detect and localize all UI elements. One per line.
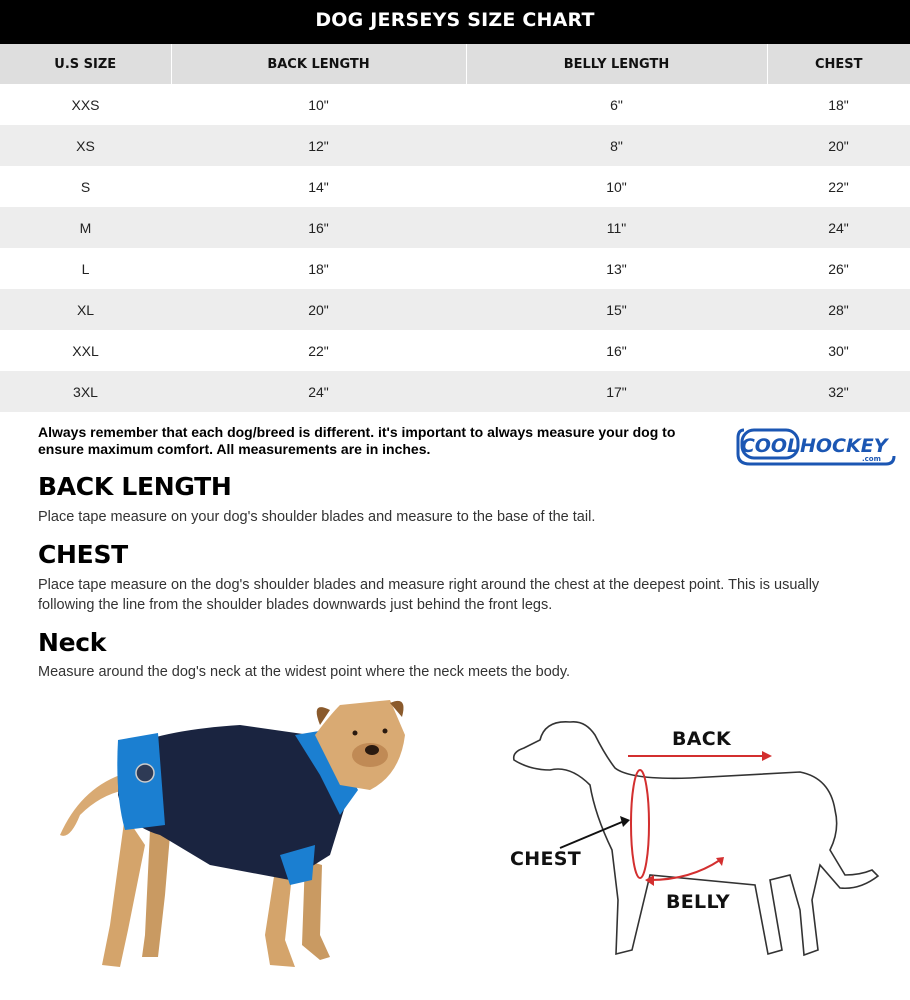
cell-belly-length: 6"	[466, 84, 767, 125]
cell-size: M	[0, 207, 171, 248]
measurement-notice: Always remember that each dog/breed is different. it's important to always measure your dog to ensure maximum comfort. All measurements are in inches.	[38, 424, 676, 457]
chest-ring	[631, 770, 649, 878]
chest-text: Place tape measure on the dog's shoulder blades and measure right around the chest at the deepest point. This is usually following the line from the shoulder blades downwards just behind the front legs.	[38, 577, 820, 613]
table-row	[0, 207, 910, 248]
table-row	[0, 166, 910, 207]
belly-arrow	[650, 860, 720, 880]
chart-title: DOG JERSEYS SIZE CHART	[0, 0, 910, 44]
cell-size: L	[0, 248, 171, 289]
diagram-chest-label: CHEST	[510, 848, 581, 870]
diagram-belly-label: BELLY	[666, 891, 730, 913]
diagram-back-label: BACK	[672, 728, 732, 750]
header-back-length: BACK LENGTH	[171, 44, 466, 84]
neck-text: Measure around the dog's neck at the widest point where the neck meets the body.	[38, 664, 571, 680]
cell-size: XXL	[0, 330, 171, 371]
cell-size: XS	[0, 125, 171, 166]
dog-jersey-photo	[40, 695, 420, 990]
cell-belly-length: 17"	[466, 371, 767, 412]
cell-chest: 30"	[767, 330, 910, 371]
chest-heading: CHEST	[38, 540, 128, 569]
header-chest: CHEST	[767, 44, 910, 84]
svg-text:.com: .com	[862, 455, 881, 463]
cell-back-length: 12"	[171, 125, 466, 166]
cell-chest: 20"	[767, 125, 910, 166]
table-row	[0, 84, 910, 125]
table-row	[0, 289, 910, 330]
cell-back-length: 10"	[171, 84, 466, 125]
cell-size: XXS	[0, 84, 171, 125]
back-length-text: Place tape measure on your dog's shoulder blades and measure to the base of the tail.	[38, 509, 596, 525]
header-us-size: U.S SIZE	[0, 44, 171, 84]
table-row	[0, 248, 910, 289]
cell-back-length: 14"	[171, 166, 466, 207]
cell-back-length: 24"	[171, 371, 466, 412]
cell-belly-length: 11"	[466, 207, 767, 248]
table-row	[0, 125, 910, 166]
svg-text:COOL: COOL	[740, 435, 800, 457]
cell-chest: 26"	[767, 248, 910, 289]
table-header-row	[0, 44, 910, 84]
cell-size: XL	[0, 289, 171, 330]
cell-back-length: 20"	[171, 289, 466, 330]
cell-belly-length: 8"	[466, 125, 767, 166]
cell-chest: 18"	[767, 84, 910, 125]
chest-arrow	[560, 822, 622, 848]
cell-size: S	[0, 166, 171, 207]
cell-belly-length: 10"	[466, 166, 767, 207]
table-row	[0, 371, 910, 412]
size-table	[0, 44, 910, 412]
cell-belly-length: 13"	[466, 248, 767, 289]
cell-chest: 24"	[767, 207, 910, 248]
cell-belly-length: 15"	[466, 289, 767, 330]
cell-chest: 32"	[767, 371, 910, 412]
neck-heading: Neck	[38, 628, 107, 657]
cell-chest: 28"	[767, 289, 910, 330]
cell-chest: 22"	[767, 166, 910, 207]
header-belly-length: BELLY LENGTH	[466, 44, 767, 84]
back-length-heading: BACK LENGTH	[38, 472, 232, 501]
cell-back-length: 16"	[171, 207, 466, 248]
cell-back-length: 22"	[171, 330, 466, 371]
table-row	[0, 330, 910, 371]
cell-belly-length: 16"	[466, 330, 767, 371]
svg-text:HOCKEY: HOCKEY	[800, 435, 888, 457]
cell-size: 3XL	[0, 371, 171, 412]
cell-back-length: 18"	[171, 248, 466, 289]
coolhockey-logo	[736, 424, 896, 468]
